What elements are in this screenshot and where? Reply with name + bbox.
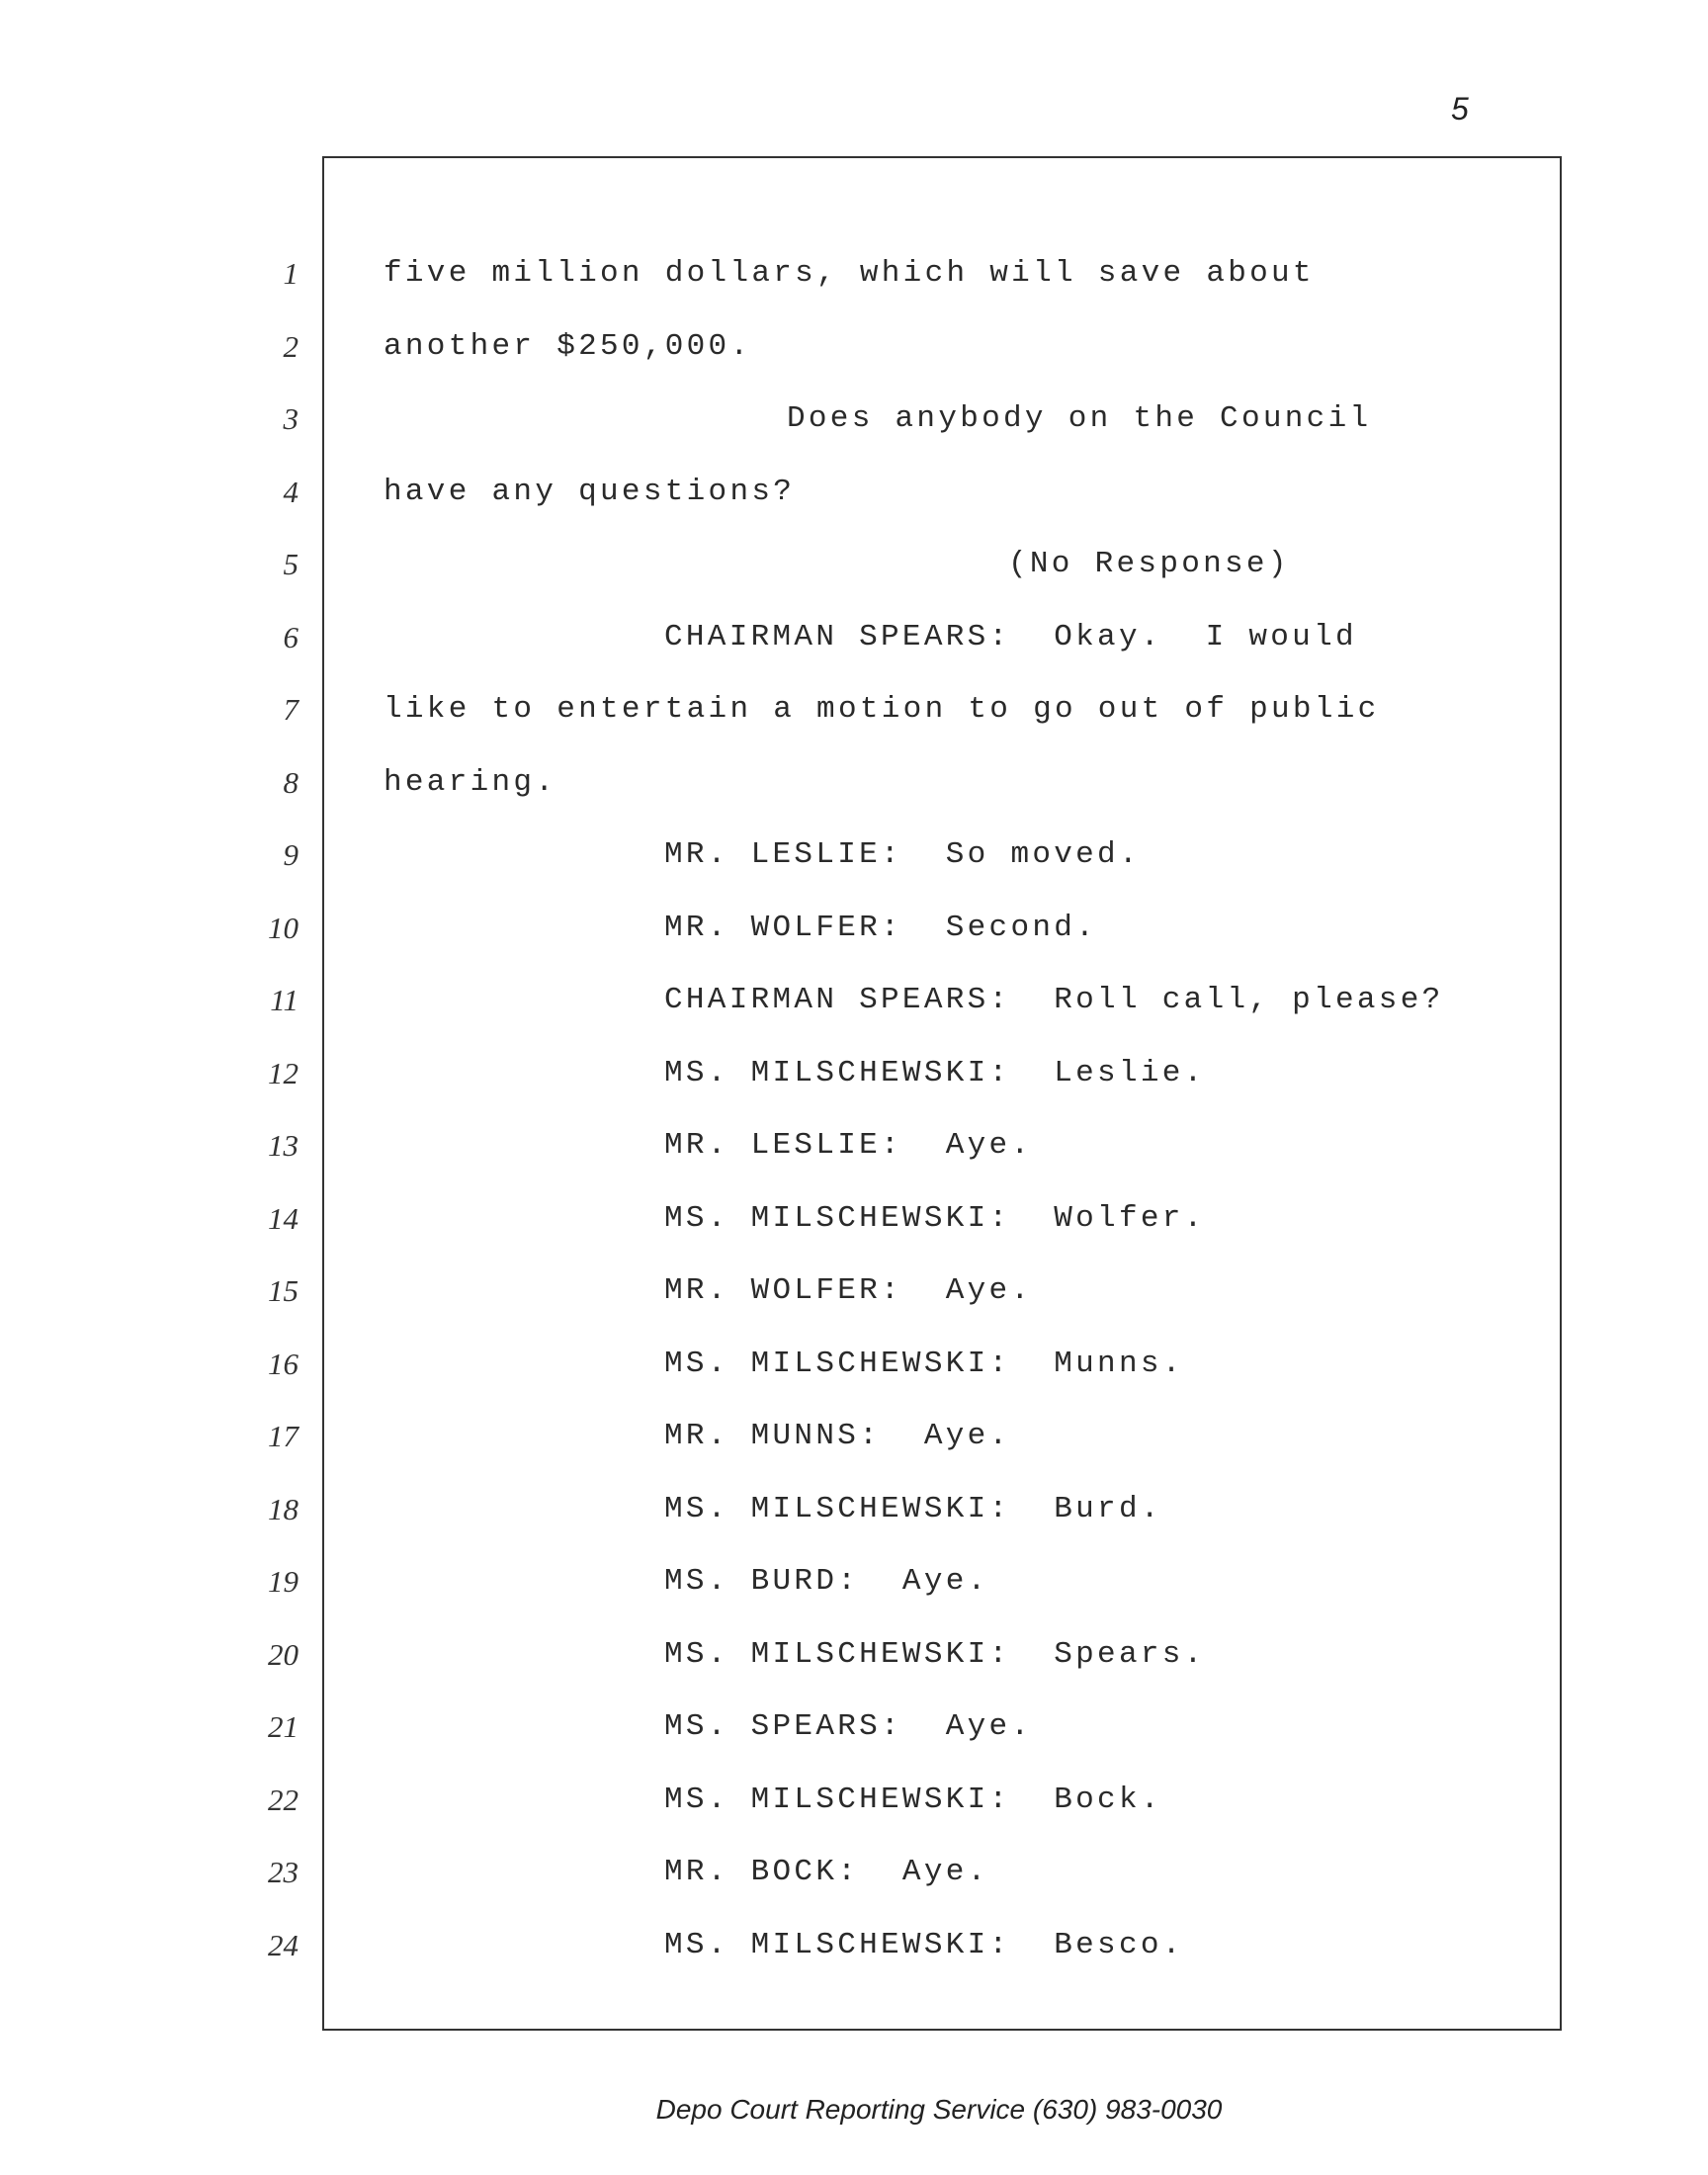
line-number: 19	[268, 1564, 299, 1599]
transcript-line: MS. SPEARS: Aye.	[664, 1709, 1033, 1744]
transcript-line: MS. BURD: Aye.	[664, 1564, 989, 1599]
transcript-line: like to entertain a motion to go out of public	[384, 692, 1380, 727]
transcript-line: MS. MILSCHEWSKI: Spears.	[664, 1636, 1206, 1672]
line-number: 18	[268, 1491, 299, 1526]
transcript-line: CHAIRMAN SPEARS: Okay. I would	[664, 619, 1357, 654]
transcript-line: Does anybody on the Council	[787, 401, 1372, 436]
transcript-line: CHAIRMAN SPEARS: Roll call, please?	[664, 983, 1444, 1017]
line-number: 3	[283, 401, 299, 436]
line-number: 11	[270, 983, 299, 1017]
page-number: 5	[1451, 91, 1469, 127]
transcript-line: MR. WOLFER: Second.	[664, 910, 1098, 945]
transcript-line: another $250,000.	[384, 328, 752, 364]
line-number: 14	[268, 1200, 299, 1236]
line-number: 12	[268, 1055, 299, 1090]
line-number: 21	[268, 1709, 299, 1744]
line-number: 5	[283, 547, 299, 581]
transcript-text	[384, 249, 1520, 1993]
line-number: 16	[268, 1346, 299, 1381]
line-number: 6	[283, 619, 299, 654]
transcript-line: (No Response)	[1008, 547, 1290, 581]
transcript-line: hearing.	[384, 764, 557, 800]
transcript-line: MS. MILSCHEWSKI: Munns.	[664, 1346, 1184, 1381]
line-number: 23	[268, 1855, 299, 1889]
transcript-line: five million dollars, which will save about	[384, 256, 1315, 291]
transcript-line: MR. BOCK: Aye.	[664, 1855, 989, 1889]
line-number: 9	[283, 837, 299, 872]
transcript-line: MS. MILSCHEWSKI: Bock.	[664, 1782, 1162, 1817]
line-number: 2	[283, 328, 299, 364]
transcript-line: MR. MUNNS: Aye.	[664, 1419, 1011, 1453]
transcript-line: MS. MILSCHEWSKI: Wolfer.	[664, 1200, 1206, 1236]
line-number: 1	[283, 256, 299, 291]
line-number-column	[237, 249, 299, 1993]
line-number: 15	[268, 1273, 299, 1308]
transcript-line: MR. WOLFER: Aye.	[664, 1273, 1033, 1308]
transcript-line: MR. LESLIE: Aye.	[664, 1128, 1033, 1163]
line-number: 10	[268, 910, 299, 945]
transcript-line: MS. MILSCHEWSKI: Burd.	[664, 1491, 1162, 1526]
line-number: 17	[268, 1419, 299, 1453]
transcript-line: have any questions?	[384, 474, 796, 509]
line-number: 24	[268, 1927, 299, 1962]
line-number: 22	[268, 1782, 299, 1817]
line-number: 13	[268, 1128, 299, 1163]
page-footer: Depo Court Reporting Service (630) 983-0030	[655, 2094, 1223, 2125]
transcript-line: MR. LESLIE: So moved.	[664, 837, 1141, 872]
transcript-line: MS. MILSCHEWSKI: Besco.	[664, 1927, 1184, 1962]
line-number: 8	[283, 764, 299, 800]
line-number: 4	[283, 474, 299, 509]
transcript-line: MS. MILSCHEWSKI: Leslie.	[664, 1055, 1206, 1090]
line-number: 20	[268, 1636, 299, 1672]
line-number: 7	[283, 692, 299, 727]
